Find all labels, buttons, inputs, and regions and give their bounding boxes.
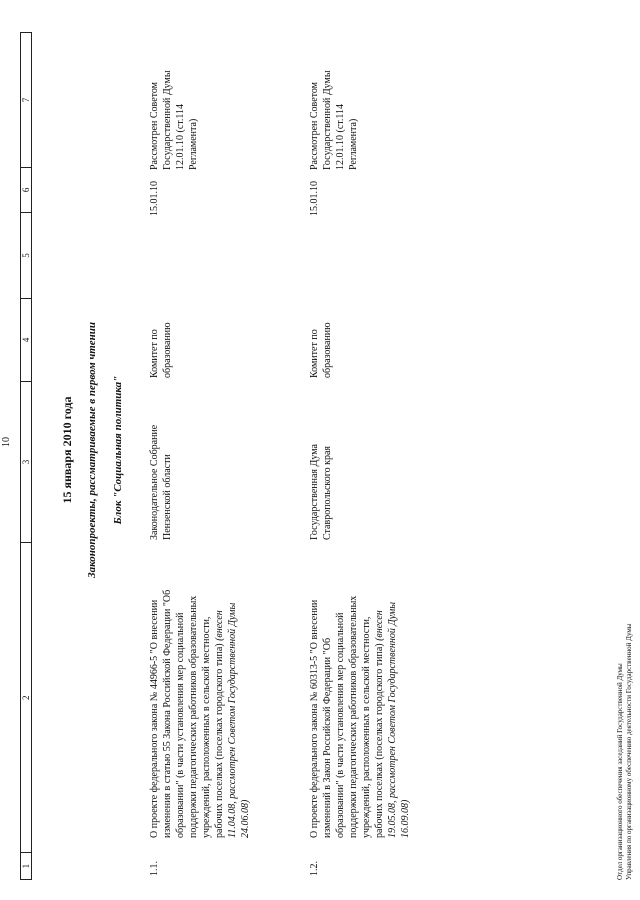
bill-committee: Комитет по образованию	[149, 322, 173, 378]
bill-status: Рассмотрен Советом Государственной Думы 12.01.10 (ст.114 Регламента)	[149, 70, 199, 170]
bill-initiator: Государственная Дума Ставропольского края	[309, 444, 333, 540]
bill-title-text: О проекте федерального закона № 44966-5 "О внесении изменения в статью 55 Закона Российской Федерации "Об образовании" (в части установления мер социальной поддержки педагогических работников образовательных учреждений, расположенных в сельской местности, рабочих поселках (поселках городского типа)	[149, 589, 225, 838]
bill-title-text: О проекте федерального закона № 60313-5 "О внесении изменений в Закон Российской Федерации "Об образовании" (в части установления мер социальной поддержки педагогических работников образовательных учреждений, расположенных в сельской местности, рабочих поселках (поселках городского типа)	[309, 595, 385, 838]
column-number-7: 7	[21, 97, 31, 103]
column-number-6: 6	[21, 167, 31, 212]
row-number: 1.1.	[149, 861, 160, 876]
bill-title	[148, 580, 252, 838]
page-footer	[616, 624, 634, 880]
column-number-5: 5	[21, 212, 31, 298]
page-number: 10	[1, 437, 12, 447]
bill-note: (внесен 11.04.08, рассмотрен Советом Государственной Думы 24.06.08)	[214, 602, 251, 838]
footer-line-2: Управления по организационному обеспечению деятельности Государственной Думы	[625, 623, 633, 880]
bill-date: 15.01.10	[149, 181, 160, 216]
date-heading: 15 января 2010 года	[60, 396, 74, 504]
bill-note: (внесен 19.05.08, рассмотрен Советом Государственной Думы 16.09.08)	[374, 601, 411, 838]
column-number-1: 1	[21, 852, 31, 879]
bill-date: 15.01.10	[309, 181, 320, 216]
bill-title	[308, 580, 412, 838]
section-title: Законопроекты, рассматриваемые в первом чтении	[86, 322, 98, 578]
row-number: 1.2.	[309, 861, 320, 876]
footer-line-1: Отдел организационного обеспечения заседаний Государственной Думы	[616, 663, 624, 880]
block-title: Блок "Социальная политика"	[112, 375, 124, 525]
column-number-strip	[20, 32, 32, 880]
bill-committee: Комитет по образованию	[309, 322, 333, 378]
column-number-4: 4	[21, 298, 31, 380]
bill-initiator: Законодательное Собрание Пензенской области	[149, 424, 173, 540]
column-number-3: 3	[21, 381, 31, 543]
bill-status: Рассмотрен Советом Государственной Думы 12.01.10 (ст.114 Регламента)	[309, 70, 359, 170]
column-number-2: 2	[21, 542, 31, 852]
